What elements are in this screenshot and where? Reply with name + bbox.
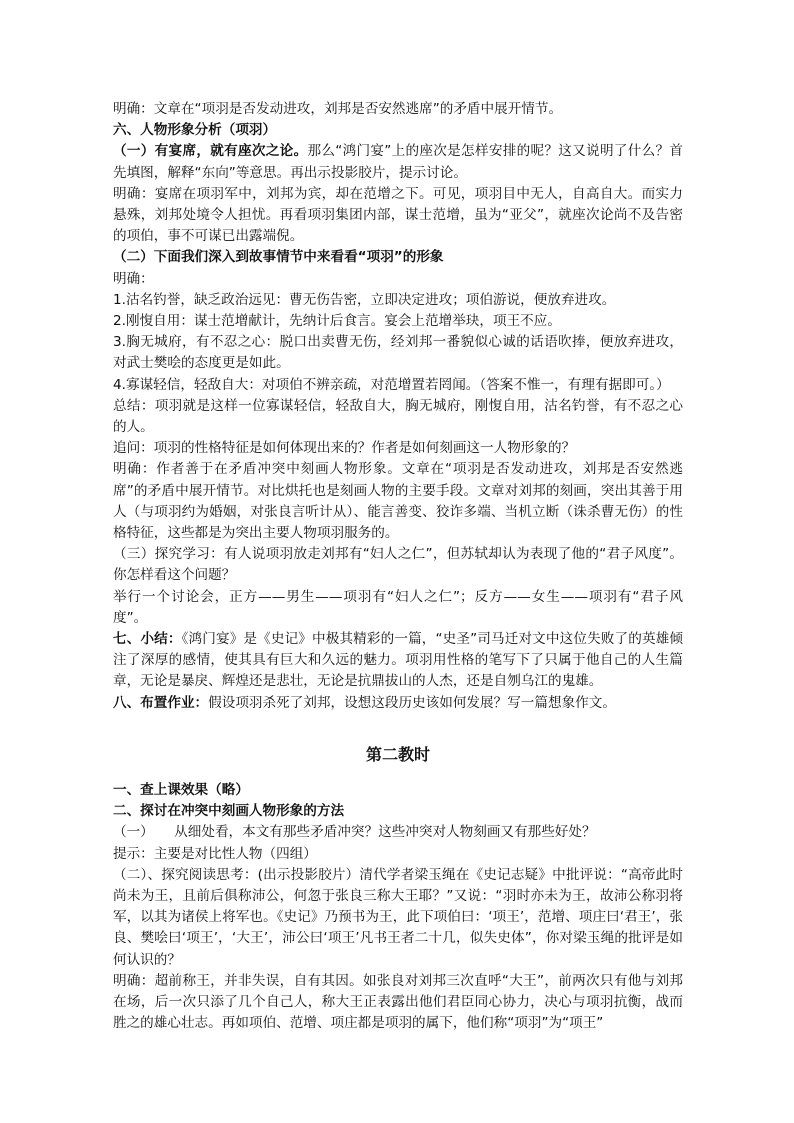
paragraph-text: 《鸿门宴》是《史记》中极其精彩的一篇，“史圣”司马迁对文中这位失败了的英雄倾注了深厚的感情，使其具有巨大和久远的魅力。项羽用性格的笔写下了只属于他自己的人生篇章，无论是暴戾、辉煌还是悲壮，无论是抗鼎拔山的人杰，还是自刎乌江的鬼雄。 <box>113 631 683 690</box>
subsection-heading: （二）下面我们深入到故事情节中来看看“项羽”的形象 <box>113 249 444 266</box>
paragraph: 总结：项羽就是这样一位寡谋轻信，轻敌自大，胸无城府，刚愎自用，沽名钓誉，有不忍之心的人。 <box>113 397 683 436</box>
paragraph <box>113 629 683 693</box>
paragraph: 举行一个讨论会，正方——男生——项羽有“妇人之仁”；反方——女生——项羽有“君子风度”。 <box>113 588 683 626</box>
paragraph: （二）、探究阅读思考：(出示投影胶片）清代学者梁玉绳在《史记志疑》中批评说：“高帝此时尚未为王，且前后俱称沛公，何忽于张良三称大王耶？”又说：“羽时亦未为王，故沛公称羽将军，以其为诸侯上将军也。《史记》乃预书为王，此下项伯曰：‘项王’，范增、项庄曰‘君王’，张良、樊哙曰‘项王’，‘大王’，沛公曰‘项王’凡书王者二十几，似失史体”，你对梁玉绳的批评是如何认识的？ <box>113 866 683 968</box>
homework-label: 八、布置作业： <box>113 694 209 711</box>
list-item: 3.胸无城府，有不忍之心：脱口出卖曹无伤，经刘邦一番貌似心诚的话语吹捧，便放弃进攻，对武士樊哙的态度更是如此。 <box>113 334 683 372</box>
section-heading: 二、探讨在冲突中刻画人物形象的方法 <box>113 803 345 820</box>
paragraph <box>113 693 683 714</box>
lesson-title: 第二教时 <box>365 744 430 764</box>
document-page <box>113 99 683 1034</box>
paragraph: （一） 从细处看，本文有那些矛盾冲突？这些冲突对人物刻画又有那些好处？ <box>113 824 596 841</box>
paragraph: 明确：宴席在项羽军中，刘邦为宾，却在范增之下。可见，项羽目中无人，自高自大。而实力悬殊，刘邦处境令人担忧。再看项羽集团内部，谋士范增，虽为“亚父”，就座次论尚不及告密的项伯，事不可谋已出露端倪。 <box>113 185 683 245</box>
paragraph: 提示：主要是对比性人物（四组） <box>113 845 317 862</box>
paragraph: 明确：作者善于在矛盾冲突中刻画人物形象。文章在“项羽是否发动进攻，刘邦是否安然逃席”的矛盾中展开情节。对比烘托也是刻画人物的主要手段。文章对刘邦的刻画，突出其善于用人（与项羽约为婚姻，对张良言听计从）、能言善变、狡诈多端、当机立断（诛杀曹无伤）的性格特征，这些都是为突出主要人物项羽服务的。 <box>113 461 683 542</box>
list-item: 4.寡谋轻信，轻敌自大：对项伯不辨亲疏，对范增置若罔闻。（答案不惟一，有理有据即可。） <box>113 376 670 393</box>
paragraph: （三）探究学习：有人说项羽放走刘邦有“妇人之仁”，但苏轼却认为表现了他的“君子风度”。你怎样看这个问题？ <box>113 546 683 584</box>
paragraph-text: 那么“鸿门宴”上的座次是怎样安排的呢？这又说明了什么？首先填图，解释“东向”等意思。再出示投影胶片，提示讨论。 <box>113 143 683 181</box>
section-heading: 一、查上课效果（略） <box>113 781 249 798</box>
list-item: 2.刚愎自用：谋士范增献计，先纳计后食言。宴会上范增举玦，项王不应。 <box>113 313 561 330</box>
summary-label: 七、小结： <box>113 631 182 648</box>
paragraph: 明确： <box>113 270 154 287</box>
list-item: 1.沽名钓誉，缺乏政治远见：曹无伤告密，立即决定进攻；项伯游说，便放弃进攻。 <box>113 291 616 308</box>
paragraph <box>113 141 683 183</box>
paragraph-text: 假设项羽杀死了刘邦，设想这段历史该如何发展？写一篇想象作文。 <box>208 694 616 711</box>
subheading-inline: （一）有宴席，就有座次之论。 <box>113 143 308 160</box>
paragraph: 明确：超前称王，并非失误，自有其因。如张良对刘邦三次直呼“大王”，前两次只有他与刘邦在场，后一次只添了几个自己人，称大王正表露出他们君臣同心协力，决心与项羽抗衡，战而胜之的雄心壮志。再如项伯、范增、项庄都是项羽的属下，他们称“项羽”为“项王” <box>113 972 683 1032</box>
section-heading: 六、人物形象分析（项羽） <box>113 122 277 139</box>
paragraph: 明确：文章在“项羽是否发动进攻，刘邦是否安然逃席”的矛盾中展开情节。 <box>113 101 563 117</box>
paragraph: 追问：项羽的性格特征是如何体现出来的？作者是如何刻画这一人物形象的？ <box>113 440 576 457</box>
